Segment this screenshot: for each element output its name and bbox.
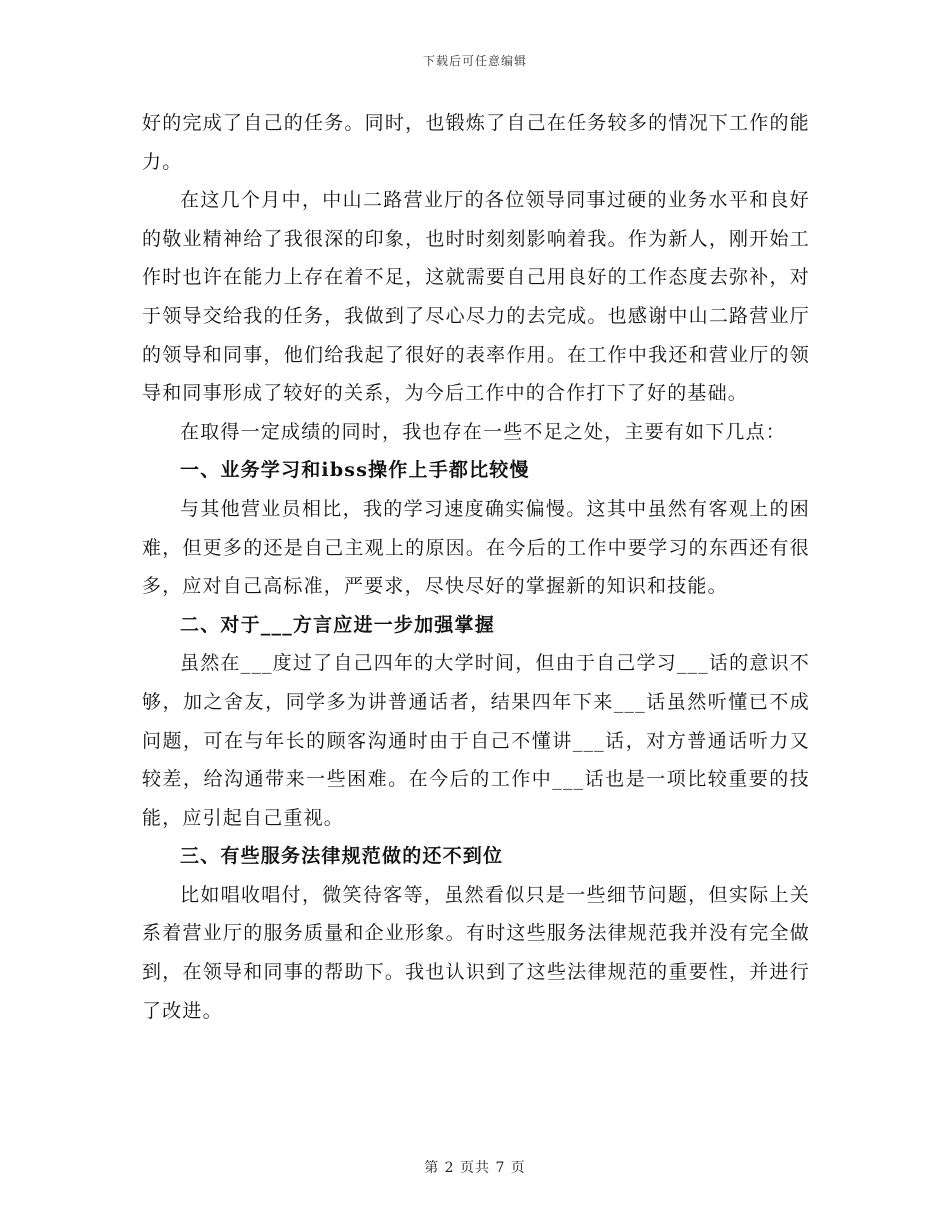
paragraph: 虽然在___度过了自己四年的大学时间，但由于自己学习___话的意识不够，加之舍友，同学多为讲普通话者，结果四年下来___话虽然听懂已不成问题，可在与年长的顾客沟通时由于自己不懂讲___话，对方普通话听力又较差，给沟通带来一些困难。在今后的工作中___话也是一项比较重要的技能，应引起自己重视。 (142, 652, 810, 829)
paragraph: 比如唱收唱付，微笑待客等，虽然看似只是一些细节问题，但实际上关系着营业厅的服务质量和企业形象。有时这些服务法律规范我并没有完全做到，在领导和同事的帮助下。我也认识到了这些法律规范的重要性，并进行了改进。 (142, 883, 810, 1022)
section-heading-1: 一、业务学习和ibss操作上手都比较慢 (180, 459, 530, 482)
document-body (142, 104, 810, 1030)
page-number: 第 2 页共 7 页 (424, 1160, 526, 1176)
page-header-note: 下载后可任意编辑 (422, 54, 527, 68)
paragraph: 与其他营业员相比，我的学习速度确实偏慢。这其中虽然有客观上的困难，但更多的还是自己主观上的原因。在今后的工作中要学习的东西还有很多，应对自己高标准，严要求，尽快尽好的掌握新的知识和技能。 (142, 497, 810, 598)
paragraph: 在取得一定成绩的同时，我也存在一些不足之处，主要有如下几点： (180, 420, 787, 443)
paragraph-continued: 好的完成了自己的任务。同时，也锻炼了自己在任务较多的情况下工作的能力。 (142, 112, 810, 173)
paragraph: 在这几个月中，中山二路营业厅的各位领导同事过硬的业务水平和良好的敬业精神给了我很深的印象，也时时刻刻影响着我。作为新人，刚开始工作时也许在能力上存在着不足，这就需要自己用良好的工作态度去弥补，对于领导交给我的任务，我做到了尽心尽力的去完成。也感谢中山二路营业厅的领导和同事，他们给我起了很好的表率作用。在工作中我还和营业厅的领导和同事形成了较好的关系，为今后工作中的合作打下了好的基础。 (142, 189, 810, 405)
section-heading-2: 二、对于___方言应进一步加强掌握 (180, 613, 495, 636)
section-heading-3: 三、有些服务法律规范做的还不到位 (180, 845, 504, 868)
